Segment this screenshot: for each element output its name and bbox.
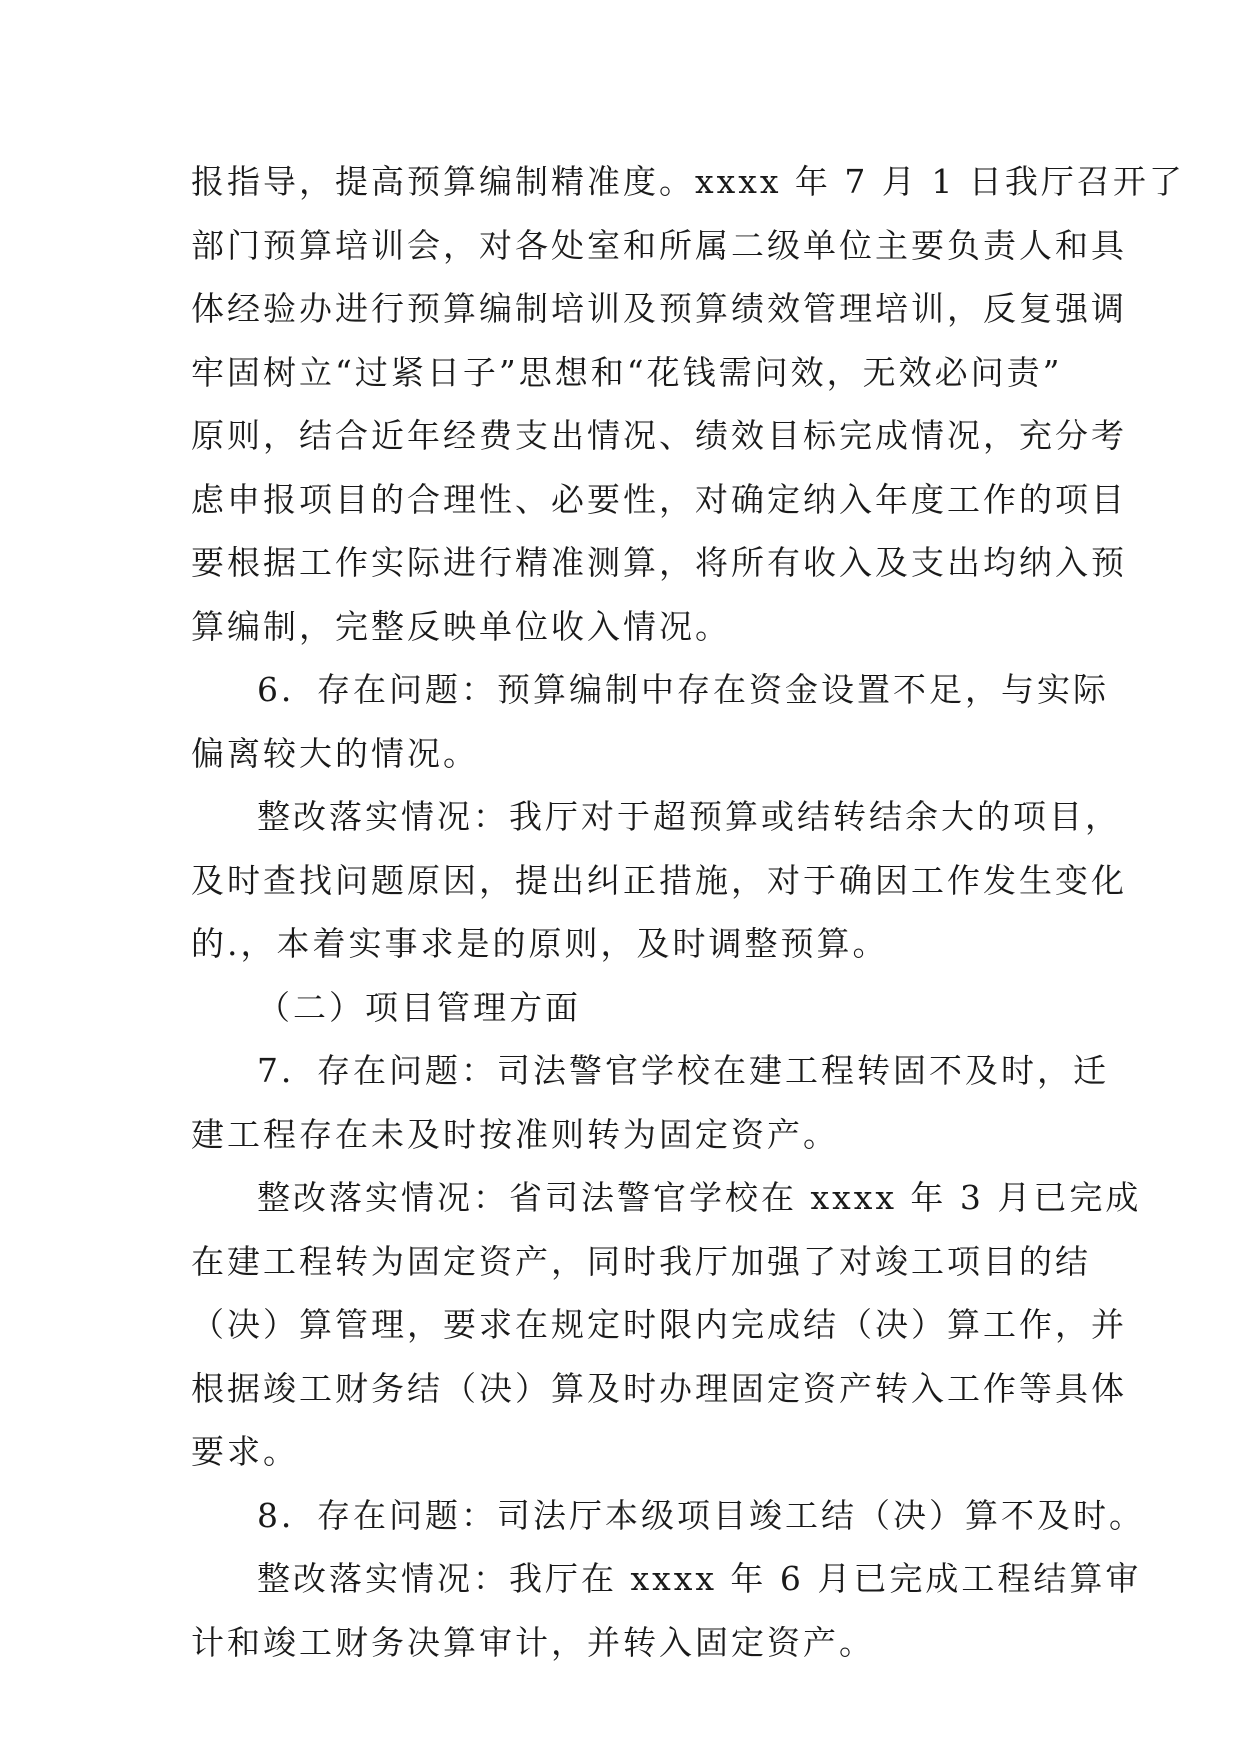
text-line: 8．存在问题：司法厅本级项目竣工结（决）算不及时。 (257, 1495, 1145, 1535)
text-line: 整改落实情况：我厅在 xxxx 年 6 月已完成工程结算审 (257, 1559, 1142, 1598)
text-line: 虑申报项目的合理性、必要性，对确定纳入年度工作的项目 (191, 479, 1127, 519)
text-line: 及时查找问题原因，提出纠正措施，对于确因工作发生变化 (191, 860, 1127, 900)
text-line: 报指导，提高预算编制精准度。xxxx 年 7 月 1 日我厅召开了 (191, 162, 1185, 201)
text-line: 原则，结合近年经费支出情况、绩效目标完成情况，充分考 (191, 416, 1127, 455)
text-line: 部门预算培训会，对各处室和所属二级单位主要负责人和具 (191, 225, 1127, 265)
text-line: 牢固树立“过紧日子”思想和“花钱需问效，无效必问责” (191, 352, 1063, 392)
text-line: 计和竣工财务决算审计，并转入固定资产。 (191, 1622, 875, 1662)
text-line: 7．存在问题：司法警官学校在建工程转固不及时，迁 (257, 1051, 1109, 1090)
text-line: 建工程存在未及时按准则转为固定资产。 (191, 1114, 839, 1154)
text-line: 偏离较大的情况。 (191, 733, 479, 773)
text-line: 整改落实情况：我厅对于超预算或结转结余大的项目， (257, 797, 1121, 836)
text-line: 体经验办进行预算编制培训及预算绩效管理培训，反复强调 (191, 289, 1127, 328)
text-line: 6．存在问题：预算编制中存在资金设置不足，与实际 (257, 670, 1109, 709)
text-line: 在建工程转为固定资产，同时我厅加强了对竣工项目的结 (191, 1241, 1091, 1281)
text-line: 整改落实情况：省司法警官学校在 xxxx 年 3 月已完成 (257, 1178, 1142, 1217)
text-line: 根据竣工财务结（决）算及时办理固定资产转入工作等具体 (191, 1368, 1127, 1408)
text-line: （决）算管理，要求在规定时限内完成结（决）算工作，并 (191, 1305, 1127, 1344)
text-line: 要求。 (191, 1432, 299, 1471)
document-body (191, 150, 1185, 1674)
text-line: 的.，本着实事求是的原则，及时调整预算。 (191, 924, 889, 963)
text-line: 要根据工作实际进行精准测算，将所有收入及支出均纳入预 (191, 543, 1127, 582)
text-line: （二）项目管理方面 (257, 987, 581, 1027)
text-line: 算编制，完整反映单位收入情况。 (191, 606, 731, 646)
